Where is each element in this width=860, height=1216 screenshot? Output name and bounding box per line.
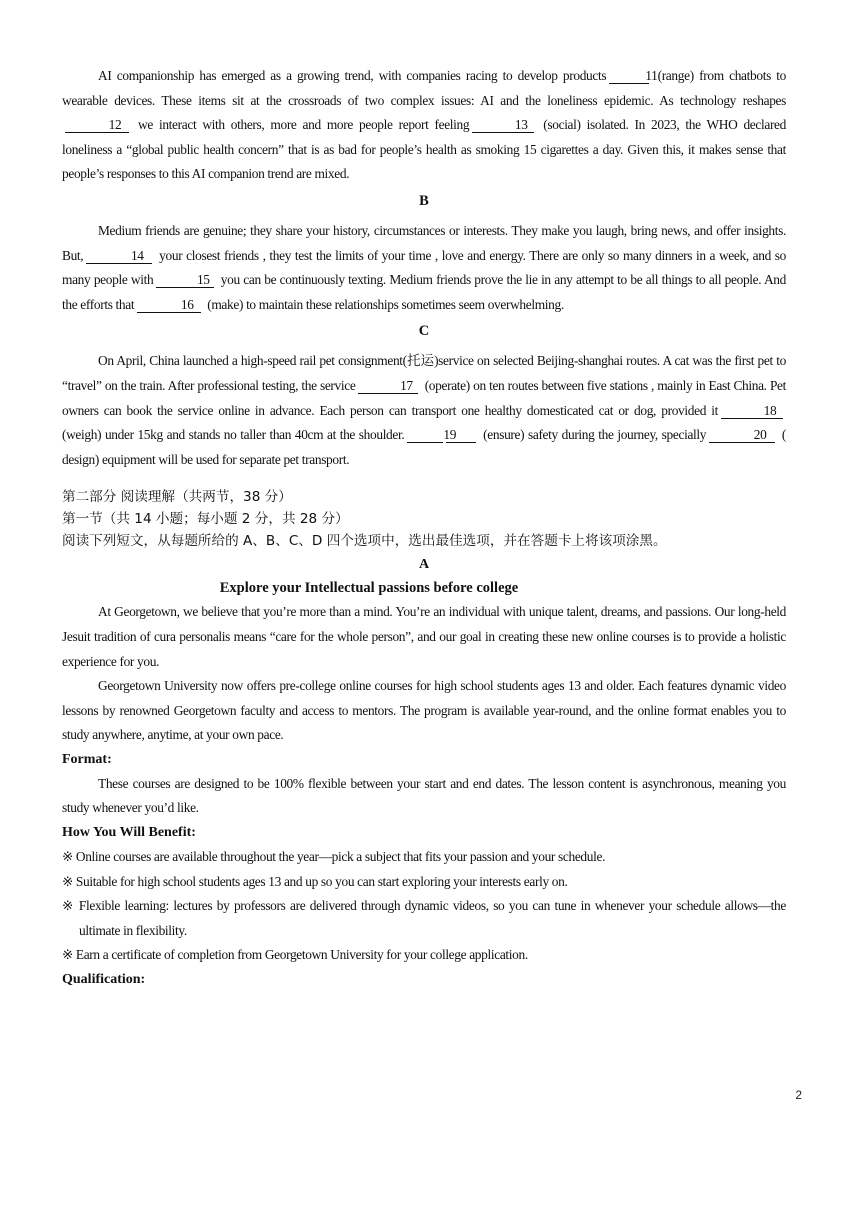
benefit-text: Online courses are available throughout the year—pick a subject that fits your passion and your schedule. — [75, 849, 606, 865]
text-run: AI companionship has emerged as a growing trend, with companies racing to develop products — [98, 68, 607, 83]
blank-17: 17 — [358, 378, 418, 394]
passage-title: Explore your Intellectual passions before college — [219, 580, 519, 597]
benefit-item — [62, 894, 786, 943]
page-number: 2 — [795, 1088, 802, 1102]
passage-paragraph-1: At Georgetown, we believe that you’re more than a mind. You’re an individual with unique talent, dreams, and passions. Our long-held Jesuit tradition of cura personalis means “care for the whole person”, and our goal in creating these new online courses is to provide a holistic experience for you. — [62, 604, 786, 669]
benefit-item — [62, 943, 786, 968]
part-two-title: 第二部分 阅读理解（共两节，38 分） — [62, 489, 292, 506]
benefit-item — [62, 870, 786, 895]
blank-15: 15 — [156, 272, 214, 288]
benefit-text: Flexible learning: lectures by professors are delivered through dynamic videos, so you can tune in whenever your schedule allows—the ultimate in flexibility. — [78, 898, 786, 938]
benefit-item — [62, 845, 786, 870]
qualification-label: Qualification: — [62, 972, 146, 988]
reference-mark-icon: ※ — [62, 947, 73, 963]
text-run: ( design) equipment will be used for separate pet transport. — [62, 427, 787, 467]
format-text: These courses are designed to be 100% flexible between your start and end dates. The lesson content is asynchronous, meaning you study whenever you’d like. — [62, 775, 786, 816]
blank-13: 13 — [472, 117, 534, 133]
text-run: (range) from chatbots to wearable devices. These items sit at the crossroads of two complex issues: AI and the loneliness epidemic. As technology reshapes — [62, 68, 787, 108]
section-b-paragraph — [62, 219, 786, 317]
section-b-heading: B — [419, 192, 429, 209]
reference-mark-icon: ※ — [62, 873, 73, 889]
text-run: (make) to maintain these relationships sometimes seem overwhelming. — [207, 296, 564, 312]
text-run: we interact with others, more and more people report feeling — [138, 117, 470, 133]
section-a-cloze-paragraph — [62, 64, 786, 187]
blank-18: 18 — [721, 403, 783, 419]
text-run: your closest friends , they test the limits of your time , love and energy. There are only so many dinners in a week, and so many people with — [62, 247, 787, 288]
blank-20: 20 — [709, 427, 775, 443]
reference-mark-icon: ※ — [62, 898, 75, 914]
text-run: you can be continuously texting. Medium friends prove the lie in any attempt to be all things to all people. And the efforts that — [62, 272, 786, 312]
text-run: Medium friends are genuine; they share your history, circumstances or interests. They make you laugh, bring news, and offer insights. But, — [62, 222, 786, 263]
reference-mark-icon: ※ — [62, 849, 73, 865]
format-label: Format: — [62, 751, 112, 767]
blank-19: 19 — [407, 427, 443, 443]
blank-11: 11 — [609, 68, 649, 84]
blank-16: 16 — [137, 297, 201, 313]
benefit-text: Suitable for high school students ages 13 and up so you can start exploring your interests early on. — [75, 873, 568, 889]
section-c-heading: C — [418, 323, 430, 340]
text-run: (operate) on ten routes between five stations , mainly in East China. Pet owners can book the service online in advance. Each person can transport one healthy domesticated cat or dog, provided it — [62, 377, 786, 418]
blank-19-continuation — [446, 427, 476, 443]
section-c-paragraph — [62, 349, 786, 472]
instructions: 阅读下列短文，从每题所给的 A、B、C、D 四个选项中，选出最佳选项，并在答题卡上将该项涂黑。 — [62, 533, 667, 550]
benefit-label: How You Will Benefit: — [62, 825, 196, 841]
blank-14: 14 — [86, 248, 152, 264]
blank-12: 12 — [65, 117, 129, 133]
text-run: (weigh) under 15kg and stands no taller than 40cm at the shoulder. — [62, 427, 405, 443]
benefit-text: Earn a certificate of completion from Georgetown University for your college application. — [75, 947, 528, 963]
text-run: (ensure) safety during the journey, specially — [483, 427, 707, 443]
passage-paragraph-2: Georgetown University now offers pre-college online courses for high school students ages 13 and older. Each features dynamic video lessons by renowned Georgetown faculty and access to mentors. The program is available year-round, and the online format enables you to study anywhere, anytime, at your own pace. — [62, 678, 786, 743]
passage-a-heading: A — [418, 557, 430, 573]
text-run: (social) isolated. In 2023, the WHO declared loneliness a “global public health concern” that is as bad for people’s health as smoking 15 cigarettes a day. Given this, it makes sense that people’s responses to this AI companion trend are mixed. — [62, 117, 787, 182]
section-one-title: 第一节（共 14 小题；每小题 2 分，共 28 分） — [62, 511, 349, 528]
exam-page — [62, 64, 786, 992]
text-run: On April, China launched a high-speed rail pet consignment(托运)service on selected Beijing-shanghai routes. A cat was the first pet to “travel” on the train. After professional testing, the service — [62, 353, 786, 393]
